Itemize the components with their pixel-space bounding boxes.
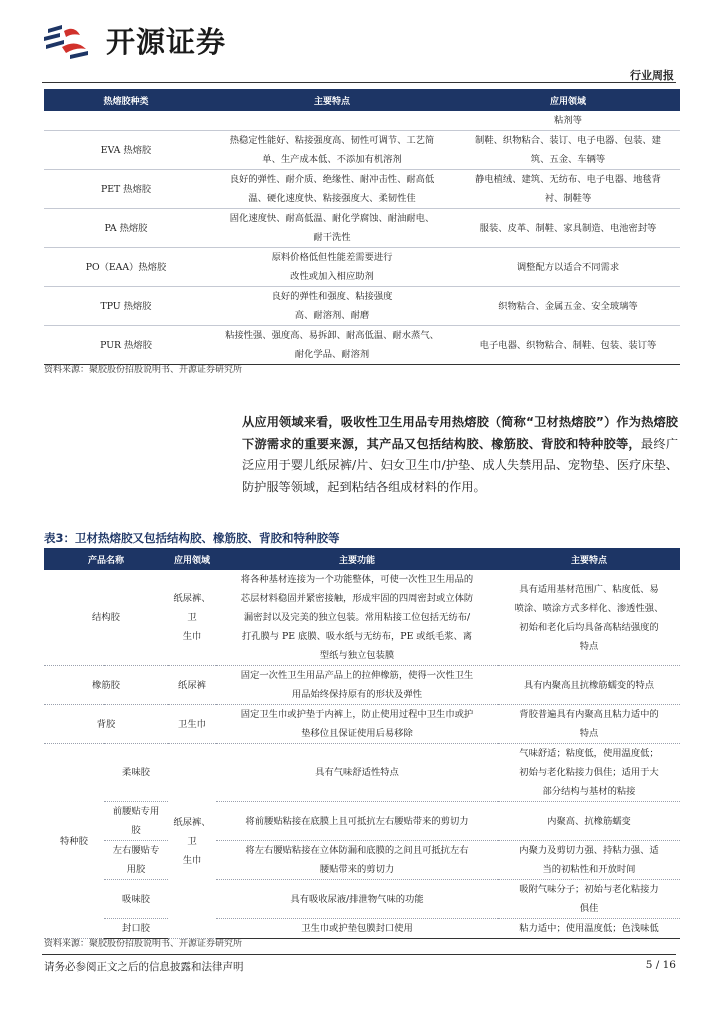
feature-line: 初始和老化后均具备高粘结强度的: [519, 621, 659, 633]
applications-cell: [456, 170, 680, 209]
app-line: 纸尿裤、卫: [173, 816, 211, 847]
product-name: 背胶: [44, 705, 168, 744]
product-name: 结构胶: [44, 570, 168, 666]
function-cell: [216, 705, 498, 744]
table-row-special: [44, 744, 680, 802]
feature-cell: [498, 841, 680, 880]
applications-cell: [456, 248, 680, 287]
product-name: 特种胶: [44, 744, 104, 939]
applications-cell: [456, 209, 680, 248]
sub-product: [104, 802, 168, 841]
table-row: [44, 326, 680, 365]
application-line: 织物粘合、金属五金、安全玻璃等: [498, 300, 638, 312]
features-cell: [208, 209, 456, 248]
feature-line: 喷涂、喷涂方式多样化、渗透性强、: [514, 602, 664, 614]
function-cell: 具有气味舒适性特点: [216, 744, 498, 802]
application-line: 静电植绒、建筑、无纺布、电子电器、地毯背: [475, 174, 661, 185]
function-line: 漏密封以及完美的独立包装。常用粘接工位包括无纺布/: [243, 612, 471, 623]
feature-line: 背胶普遍具有内聚高且粘力适中的: [519, 709, 659, 720]
adhesive-type: PA 热熔胶: [44, 209, 208, 248]
application-line: 调整配方以适合不同需求: [516, 261, 620, 273]
feature-line: 耐干洗性: [313, 232, 351, 243]
footer-disclaimer: 请务必参阅正文之后的信息披露和法律声明: [44, 961, 244, 973]
feature-line: 粘接性强、强度高、易拆卸、耐高低温、耐水蒸气、: [225, 330, 439, 341]
feature-line: 特点: [579, 640, 599, 652]
sub-product: 封口胶: [104, 919, 168, 939]
feature-cell: 具有内聚高且抗橡筋蠕变的特点: [498, 666, 680, 705]
sub-product: 柔味胶: [104, 744, 168, 802]
footer-divider: [42, 954, 676, 955]
feature-line: 良好的弹性和强度、粘接强度: [271, 291, 393, 302]
feature-cell: [498, 880, 680, 919]
header-divider: [42, 82, 676, 83]
applications-cell: [456, 326, 680, 365]
app-cell: [168, 744, 216, 939]
feature-line: 温、硬化速度快、粘接强度大、柔韧性佳: [248, 193, 416, 204]
function-cell: 具有吸收尿液/排泄物气味的功能: [216, 880, 498, 919]
sub-line: 胶: [131, 825, 141, 836]
function-cell: 卫生巾或护垫包膜封口使用: [216, 919, 498, 939]
feature-line: 吸附气味分子；初始与老化粘接力: [519, 884, 659, 895]
table3-caption: 表3：卫材热熔胶又包括结构胶、橡筋胶、背胶和特种胶等: [44, 531, 340, 545]
sub-line: 用胶: [126, 864, 146, 875]
table-row-continued: [44, 111, 680, 131]
table-row-special-front: [44, 802, 680, 841]
table-row-structural: [44, 570, 680, 666]
page-number: 5 / 16: [645, 959, 676, 971]
table-row: [44, 170, 680, 209]
feature-line: 高、耐溶剂、耐磨: [294, 310, 370, 321]
feature-line: 良好的弹性、耐介质、绝缘性、耐冲击性、耐高低: [229, 174, 435, 185]
feature-line: 热稳定性能好、粘接强度高、韧性可调节、工艺简: [229, 135, 435, 146]
feature-line: 当的初粘性和开放时间: [542, 864, 636, 875]
feature-line: 气味舒适；粘度低，使用温度低；: [519, 748, 659, 759]
function-cell: [216, 666, 498, 705]
table-row: [44, 131, 680, 170]
col-header-feature: 主要特点: [498, 548, 680, 570]
features-cell: [208, 131, 456, 170]
feature-cell: [498, 570, 680, 666]
sub-line: 前腰贴专用: [112, 806, 160, 817]
app-line: 纸尿裤、卫: [173, 593, 211, 623]
applications-cell: [456, 287, 680, 326]
features-cell: [208, 326, 456, 365]
adhesive-type: PET 热熔胶: [44, 170, 208, 209]
application-line: 衬、制鞋等: [544, 193, 592, 204]
sub-product: [104, 841, 168, 880]
function-line: 打孔膜与 PE 底膜、吸水纸与无纺布，PE 或纸毛浆、离: [241, 631, 473, 642]
paragraph-normal: 最终广泛应用于婴儿纸尿裤/片、妇女卫生巾/护垫、成人失禁用品、宠物垫、医疗床垫、防护服等领域，起到粘结各组成材料的作用。: [242, 436, 679, 495]
application-line: 筑、五金、车辆等: [530, 154, 606, 165]
sub-product: 吸味胶: [104, 880, 168, 919]
table-row-special-side: [44, 841, 680, 880]
feature-cell: [498, 744, 680, 802]
application-line: 服装、皮革、制鞋、家具制造、电池密封等: [479, 222, 657, 234]
feature-line: 俱佳: [579, 903, 599, 914]
body-paragraph: [242, 412, 678, 499]
continued-app-cell: 粘剂等: [456, 111, 680, 131]
app-line: 生巾: [182, 631, 202, 642]
table3-source: 资料来源：聚胶股份招股说明书、开源证券研究所: [44, 939, 243, 949]
function-line: 腰贴带来的剪切力: [319, 864, 395, 875]
report-type-tag: 行业周报: [630, 69, 674, 82]
col-header-type: 热熔胶种类: [44, 89, 208, 111]
features-cell: [208, 287, 456, 326]
adhesive-type: PUR 热熔胶: [44, 326, 208, 365]
col-header-app: 应用领域: [168, 548, 216, 570]
table-row-back: [44, 705, 680, 744]
hot-melt-types-table: [44, 89, 680, 365]
adhesive-type: PO（EAA）热熔胶: [44, 248, 208, 287]
table-row-special-odor: [44, 880, 680, 919]
table-row: [44, 287, 680, 326]
company-logo: [42, 20, 226, 61]
function-line: 固定一次性卫生用品产品上的拉伸橡筋，使得一次性卫生: [240, 670, 474, 681]
col-header-features: 主要特点: [208, 89, 456, 111]
app-cell: 纸尿裤: [168, 666, 216, 705]
feature-line: 具有适用基材范围广、粘度低、易: [519, 583, 659, 595]
hygiene-adhesive-table: [44, 548, 680, 939]
feature-line: 固化速度快、耐高低温、耐化学腐蚀、耐油耐电、: [229, 213, 435, 224]
function-line: 将各种基材连接为一个功能整体，可使一次性卫生用品的: [240, 574, 474, 585]
brand-name: 开源证券: [106, 25, 227, 59]
applications-cell: [456, 131, 680, 170]
function-cell: [216, 570, 498, 666]
feature-cell: 内聚高、抗橡筋蠕变: [498, 802, 680, 841]
function-line: 垫移位且保证使用后易移除: [301, 728, 413, 739]
col-header-applications: 应用领域: [456, 89, 680, 111]
app-line: 生巾: [182, 854, 202, 866]
col-header-product: 产品名称: [44, 548, 168, 570]
adhesive-type: EVA 热熔胶: [44, 131, 208, 170]
function-line: 芯层材料稳固并紧密接触，形成牢固的四周密封或立体防: [240, 593, 474, 604]
features-cell: [208, 248, 456, 287]
feature-line: 原料价格低但性能差需要进行: [271, 252, 393, 263]
application-line: 制鞋、织物粘合、装订、电子电器、包装、建: [475, 135, 661, 146]
table-row-elastic: [44, 666, 680, 705]
function-line: 固定卫生巾或护垫于内裤上，防止使用过程中卫生巾或护: [240, 709, 474, 720]
table-row: [44, 209, 680, 248]
feature-line: 部分结构与基材的粘接: [542, 786, 636, 797]
feature-line: 特点: [579, 728, 599, 739]
feature-cell: 粘力适中；使用温度低；色浅味低: [498, 919, 680, 939]
table-row: [44, 248, 680, 287]
feature-line: 耐化学品、耐溶剂: [294, 349, 370, 360]
application-line: 电子电器、织物粘合、制鞋、包装、装订等: [479, 339, 657, 351]
function-line: 将左右腰贴粘接在立体防漏和底膜的之间且可抵抗左右: [245, 845, 469, 856]
product-name: 橡筋胶: [44, 666, 168, 705]
feature-line: 单、生产成本低、不添加有机溶剂: [262, 154, 402, 165]
app-cell: [168, 570, 216, 666]
adhesive-type: TPU 热熔胶: [44, 287, 208, 326]
feature-line: 初始与老化粘接力俱佳；适用于大: [519, 767, 659, 778]
features-cell: [208, 170, 456, 209]
sub-line: 左右腰贴专: [112, 845, 160, 856]
function-line: 型纸与独立包装膜: [319, 650, 395, 661]
function-line: 用品始终保持原有的形状及弹性: [291, 689, 423, 700]
col-header-function: 主要功能: [216, 548, 498, 570]
feature-line: 改性或加入相应助剂: [290, 271, 374, 282]
function-cell: [216, 841, 498, 880]
function-cell: 将前腰贴粘接在底膜上且可抵抗左右腰贴带来的剪切力: [216, 802, 498, 841]
app-cell: 卫生巾: [168, 705, 216, 744]
table1-source: 资料来源：聚胶股份招股说明书、开源证券研究所: [44, 365, 243, 375]
feature-cell: [498, 705, 680, 744]
paragraph-bold: 从应用领域来看，吸收性卫生用品专用热熔胶（简称“卫材热熔胶”）作为热熔胶下游需求的重要来源，其产品又包括结构胶、橡筋胶、背胶和特种胶等，: [242, 415, 678, 451]
feature-line: 内聚力及剪切力强、持粘力强、适: [519, 845, 659, 856]
kaiyuan-logo-icon: [42, 21, 100, 61]
